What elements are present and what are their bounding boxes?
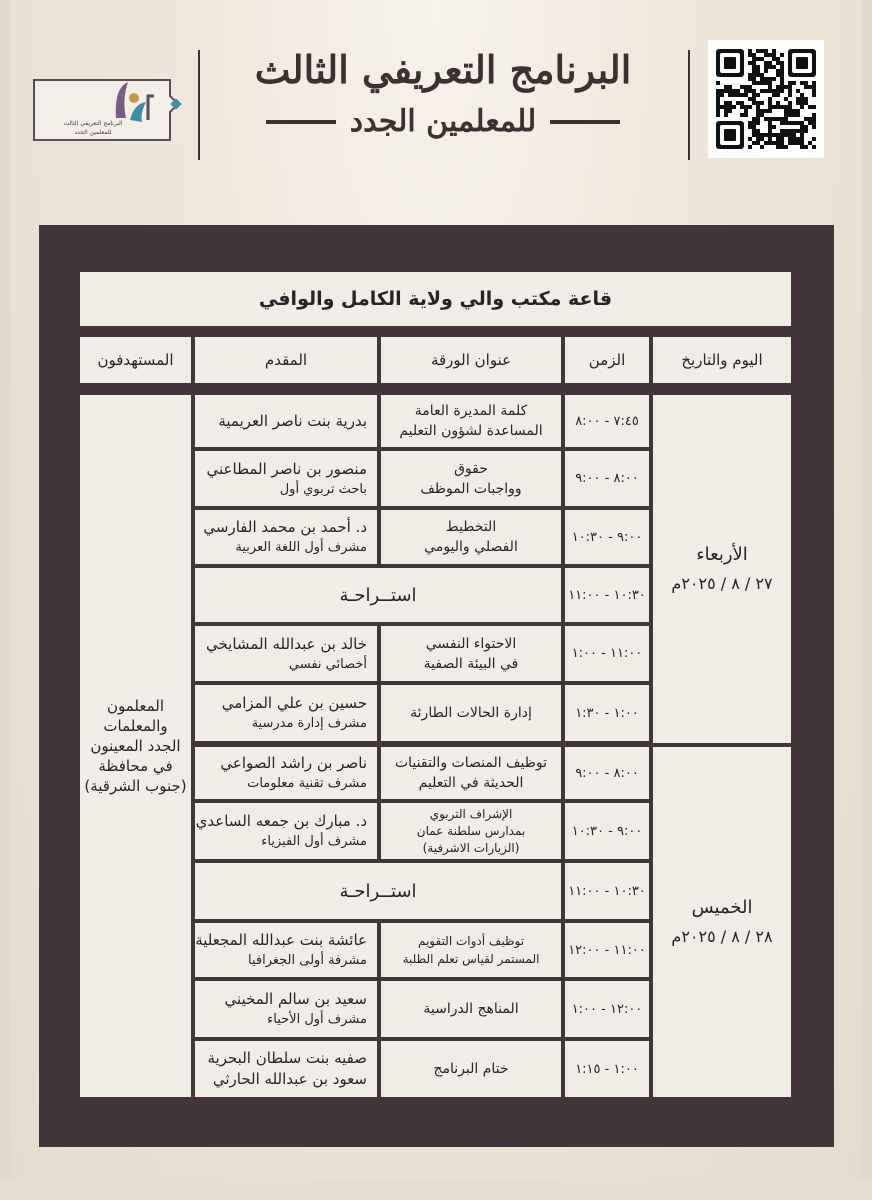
session-time: ١١:٠٠ - ١٢:٠٠ bbox=[565, 923, 649, 977]
day-name: الخميس bbox=[691, 897, 753, 918]
presenter-role: باحث تربوي أول bbox=[279, 481, 367, 497]
audience-line: (جنوب الشرقية) bbox=[84, 777, 187, 795]
session-title-line: المستمر لقياس تعلم الطلبة bbox=[402, 952, 540, 966]
header-divider-right bbox=[688, 50, 690, 160]
session-title-line: توظيف المنصات والتقنيات bbox=[394, 755, 548, 771]
qr-code-icon bbox=[708, 40, 824, 158]
session-time: ١٠:٣٠ - ١١:٠٠ bbox=[565, 863, 649, 919]
session-time: ٧:٤٥ - ٨:٠٠ bbox=[565, 395, 649, 447]
bottom-strip bbox=[0, 1180, 872, 1200]
session-title bbox=[381, 981, 561, 1037]
session-title-line: وواجبات الموظف bbox=[420, 480, 522, 497]
logo-caption-2: للمعلمين الجدد bbox=[74, 129, 112, 136]
session-time: ٨:٠٠ - ٩:٠٠ bbox=[565, 451, 649, 506]
session-time: ١٠:٣٠ - ١١:٠٠ bbox=[565, 568, 649, 622]
session-title-line: في البيئة الصفية bbox=[423, 655, 519, 672]
presenter-name: حسين بن علي المزامي bbox=[221, 694, 367, 712]
session-time: ١:٠٠ - ١:١٥ bbox=[565, 1041, 649, 1097]
session-presenter bbox=[195, 626, 377, 681]
session-title-line: الإشراف التربوي bbox=[429, 806, 513, 821]
session-title bbox=[381, 803, 561, 859]
presenter-name: د. أحمد بن محمد الفارسي bbox=[203, 518, 367, 536]
session-title-line: حقوق bbox=[454, 460, 488, 477]
session-presenter bbox=[195, 981, 377, 1037]
column-header-title: عنوان الورقة bbox=[381, 337, 561, 383]
presenter-role: مشرف تقنية معلومات bbox=[247, 776, 367, 791]
session-presenter bbox=[195, 395, 377, 447]
session-time: ٩:٠٠ - ١٠:٣٠ bbox=[565, 510, 649, 564]
presenter-role: مشرف أول الأحياء bbox=[267, 1012, 367, 1027]
presenter-name: د. مبارك بن جمعه الساعدي bbox=[195, 812, 367, 830]
presenter-name: صفيه بنت سلطان البحرية bbox=[207, 1049, 367, 1067]
presenter-name-second: سعود بن عبدالله الحارثي bbox=[212, 1070, 367, 1088]
day-date: ٢٧ / ٨ / ٢٠٢٥م bbox=[671, 574, 773, 593]
session-title bbox=[381, 510, 561, 564]
page-frame-right bbox=[862, 0, 872, 1200]
session-title-line: بمدارس سلطنة عمان bbox=[416, 823, 526, 838]
presenter-role: مشرف أول اللغة العربية bbox=[235, 540, 367, 555]
session-title-line: إدارة الحالات الطارئة bbox=[410, 705, 532, 721]
break-cell: استــراحـة bbox=[195, 568, 561, 622]
break-cell: استــراحـة bbox=[195, 863, 561, 919]
session-title bbox=[381, 1041, 561, 1097]
session-presenter bbox=[195, 1041, 377, 1097]
session-title bbox=[381, 747, 561, 799]
column-header-time: الزمن bbox=[565, 337, 649, 383]
session-time: ٩:٠٠ - ١٠:٣٠ bbox=[565, 803, 649, 859]
logo-caption-1: البرنامج التعريفي الثالث bbox=[63, 120, 123, 127]
subtitle-row bbox=[200, 104, 686, 139]
audience-line: الجدد المعينون bbox=[90, 737, 181, 755]
audience-line: في محافظة bbox=[98, 757, 173, 775]
page-subtitle: للمعلمين الجدد bbox=[349, 104, 537, 139]
page-frame-left bbox=[0, 0, 10, 1200]
audience-line: المعلمون bbox=[106, 697, 165, 715]
session-title bbox=[381, 685, 561, 741]
session-presenter bbox=[195, 510, 377, 564]
presenter-name: عائشة بنت عبدالله المجعلية bbox=[195, 931, 367, 949]
session-title bbox=[381, 626, 561, 681]
presenter-name: خالد بن عبدالله المشايخي bbox=[205, 634, 367, 653]
session-presenter bbox=[195, 747, 377, 799]
venue-banner: قاعة مكتب والي ولاية الكامل والوافي bbox=[80, 272, 791, 326]
session-presenter bbox=[195, 803, 377, 859]
presenter-role: مشرف إدارة مدرسية bbox=[251, 716, 367, 731]
presenter-name: بدرية بنت ناصر العريمية bbox=[218, 411, 367, 430]
day-cell-wednesday bbox=[653, 395, 791, 743]
schedule-board bbox=[39, 225, 834, 1147]
program-logo bbox=[30, 74, 182, 144]
session-time: ١١:٠٠ - ١:٠٠ bbox=[565, 626, 649, 681]
audience-cell bbox=[80, 395, 191, 1097]
subtitle-dash-left bbox=[266, 120, 336, 124]
presenter-name: سعيد بن سالم المخيني bbox=[224, 990, 367, 1008]
presenter-name: منصور بن ناصر المطاعني bbox=[206, 459, 367, 478]
presenter-role: مشرف أول الفيزياء bbox=[261, 834, 367, 849]
session-time: ١:٠٠ - ١:٣٠ bbox=[565, 685, 649, 741]
session-title bbox=[381, 395, 561, 447]
session-time: ١٢:٠٠ - ١:٠٠ bbox=[565, 981, 649, 1037]
session-title-line: الحديثة في التعليم bbox=[418, 775, 524, 791]
subtitle-dash-right bbox=[550, 120, 620, 124]
qr-code[interactable] bbox=[708, 40, 824, 158]
session-title bbox=[381, 451, 561, 506]
session-title-line: (الزيارات الاشرفية) bbox=[422, 840, 520, 855]
session-title-line: المساعدة لشؤون التعليم bbox=[399, 423, 543, 439]
day-name: الأربعاء bbox=[696, 544, 748, 565]
presenter-role: مشرفة أولى الجغرافيا bbox=[248, 953, 367, 968]
session-presenter bbox=[195, 685, 377, 741]
session-title-line: توظيف أدوات التقويم bbox=[417, 934, 525, 948]
session-title-line: المناهج الدراسية bbox=[423, 1001, 519, 1017]
column-header-presenter: المقدم bbox=[195, 337, 377, 383]
audience-line: والمعلمات bbox=[103, 717, 168, 735]
column-header-audience: المستهدفون bbox=[80, 337, 191, 383]
column-header-day: اليوم والتاريخ bbox=[653, 337, 791, 383]
session-title-line: كلمة المديرة العامة bbox=[414, 403, 528, 419]
session-presenter bbox=[195, 451, 377, 506]
session-title-line: الفصلي واليومي bbox=[424, 539, 518, 555]
presenter-role: أخصائي نفسي bbox=[288, 656, 367, 672]
day-cell-thursday bbox=[653, 747, 791, 1097]
presenter-name: ناصر بن راشد الصواعي bbox=[220, 754, 367, 772]
page-header bbox=[200, 40, 686, 160]
session-time: ٨:٠٠ - ٩:٠٠ bbox=[565, 747, 649, 799]
session-presenter bbox=[195, 923, 377, 977]
session-title-line: التخطيط bbox=[445, 519, 497, 535]
session-title-line: ختام البرنامج bbox=[433, 1061, 509, 1077]
session-title bbox=[381, 923, 561, 977]
page-title: البرنامج التعريفي الثالث bbox=[254, 47, 632, 92]
day-date: ٢٨ / ٨ / ٢٠٢٥م bbox=[671, 927, 773, 946]
session-title-line: الاحتواء النفسي bbox=[425, 635, 517, 652]
